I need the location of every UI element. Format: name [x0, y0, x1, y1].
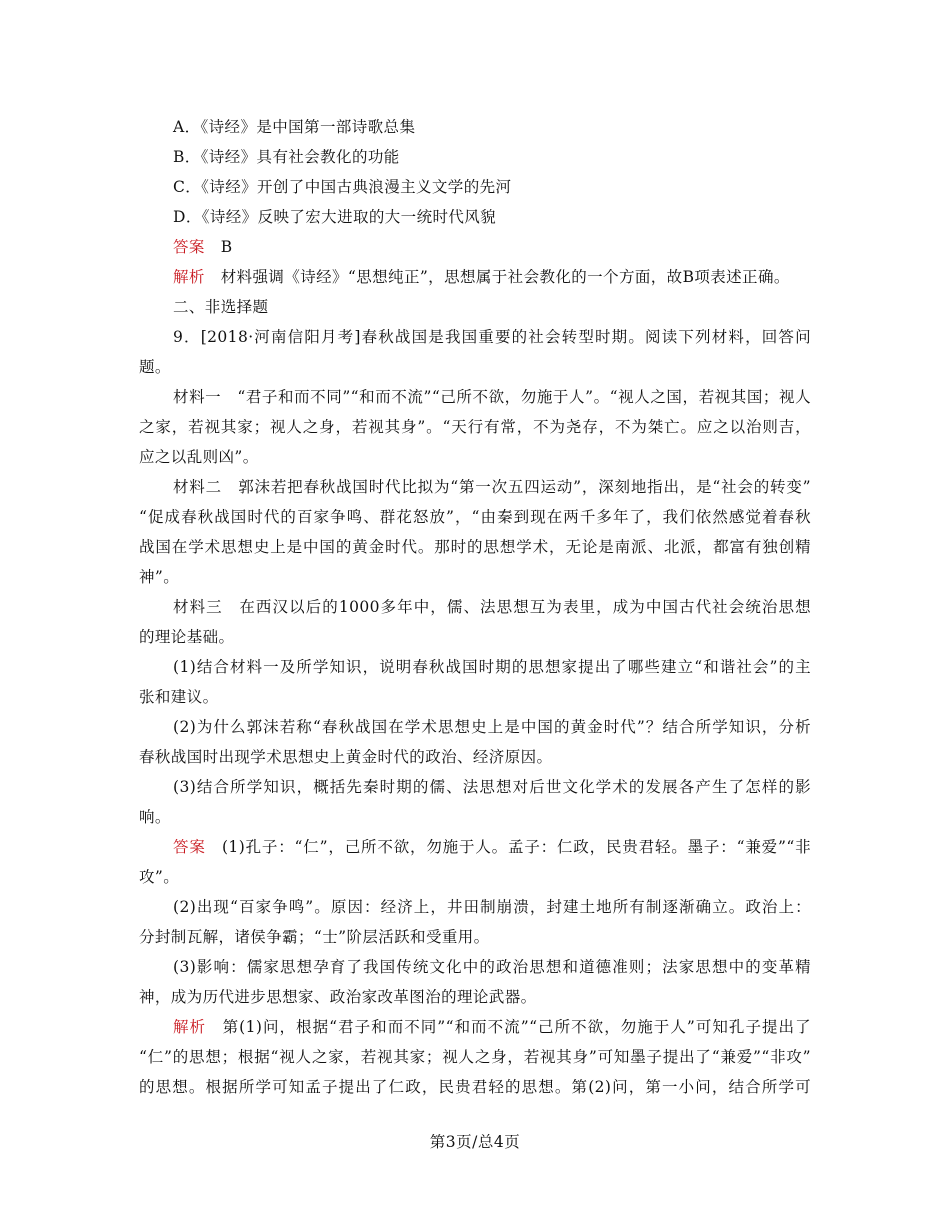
option-b: B．《诗经》具有社会教化的功能: [173, 148, 400, 166]
material-2-line: 战国在学术思想史上是中国的黄金时代。那时的思想学术，无论是南派、北派，都富有独创精: [139, 538, 811, 556]
material-3-line: 的理论基础。: [139, 628, 235, 646]
option-a: A．《诗经》是中国第一部诗歌总集: [173, 118, 416, 136]
document-page: [139, 112, 811, 1102]
material-2-line: 材料二 郭沫若把春秋战国时代比拟为“第一次五四运动”，深刻地指出，是“社会的转变”: [173, 478, 811, 496]
answer-1-line: [139, 832, 811, 862]
answer-1-line: 攻”。: [139, 868, 180, 886]
option-c: C．《诗经》开创了中国古典浪漫主义文学的先河: [173, 178, 512, 196]
answer-3-line: 神，成为历代进步思想家、政治家改革图治的理论武器。: [139, 988, 537, 1006]
answer-text: (1)孔子：“仁”，己所不欲，勿施于人。孟子：仁政，民贵君轻。墨子：“兼爱”“非: [221, 838, 811, 856]
material-3-line: 材料三 在西汉以后的1000多年中，儒、法思想互为表里，成为中国古代社会统治思想: [173, 598, 811, 616]
analysis-text: 第(1)问，根据“君子和而不同”“和而不流”“己所不欲，勿施于人”可知孔子提出了: [222, 1018, 811, 1036]
answer-2-line: (2)出现“百家争鸣”。原因：经济上，井田制崩溃，封建土地所有制逐渐确立。政治上：: [173, 898, 811, 916]
material-2-line: “促成春秋战国时代的百家争鸣、群花怒放”，“由秦到现在两千多年了，我们依然感觉着春秋: [139, 508, 811, 526]
material-1-line: 材料一 “君子和而不同”“和而不流”“己所不欲，勿施于人”。“视人之国，若视其国；视人: [173, 388, 811, 406]
q9-stem-line: 题。: [139, 358, 171, 376]
option-d: D．《诗经》反映了宏大进取的大一统时代风貌: [173, 208, 497, 226]
answer-label: 答案: [173, 838, 206, 856]
material-1-line: 之家，若视其家；视人之身，若视其身”。“天行有常，不为尧存，不为桀亡。应之以治则吉，: [139, 418, 811, 436]
analysis-text: 材料强调《诗经》“思想纯正”，思想属于社会教化的一个方面，故B项表述正确。: [220, 268, 790, 286]
analysis-label: 解析: [173, 268, 205, 286]
question-1-line: (1)结合材料一及所学知识，说明春秋战国时期的思想家提出了哪些建立“和谐社会”的主: [173, 658, 811, 676]
analysis-line: [139, 1012, 811, 1042]
material-1-line: 应之以乱则凶”。: [139, 448, 259, 466]
answer-2-line: 分封制瓦解，诸侯争霸；“士”阶层活跃和受重用。: [139, 928, 490, 946]
answer-label: 答案: [173, 238, 205, 256]
answer-value: B: [220, 238, 233, 256]
page-footer: 第3页/总4页: [429, 1133, 521, 1151]
q8-answer: [139, 232, 811, 262]
analysis-label: 解析: [173, 1018, 207, 1036]
analysis-line: “仁”的思想；根据“视人之家，若视其家；视人之身，若视其身”可知墨子提出了“兼爱”“非攻”: [139, 1048, 811, 1066]
analysis-line: 的思想。根据所学可知孟子提出了仁政，民贵君轻的思想。第(2)问，第一小问，结合所学可: [139, 1078, 811, 1096]
q9-stem-line: 9．[2018·河南信阳月考]春秋战国是我国重要的社会转型时期。阅读下列材料，回答问: [173, 328, 811, 346]
q8-analysis: [139, 262, 811, 292]
question-3-line: (3)结合所学知识，概括先秦时期的儒、法思想对后世文化学术的发展各产生了怎样的影: [173, 778, 811, 796]
question-2-line: 春秋战国时出现学术思想史上黄金时代的政治、经济原因。: [139, 748, 553, 766]
question-2-line: (2)为什么郭沫若称“春秋战国在学术思想史上是中国的黄金时代”？结合所学知识，分析: [173, 718, 811, 736]
section-title: 二、非选择题: [173, 298, 269, 316]
question-3-line: 响。: [139, 808, 171, 826]
answer-3-line: (3)影响：儒家思想孕育了我国传统文化中的政治思想和道德准则；法家思想中的变革精: [173, 958, 811, 976]
material-2-line: 神”。: [139, 568, 180, 586]
question-1-line: 张和建议。: [139, 688, 219, 706]
